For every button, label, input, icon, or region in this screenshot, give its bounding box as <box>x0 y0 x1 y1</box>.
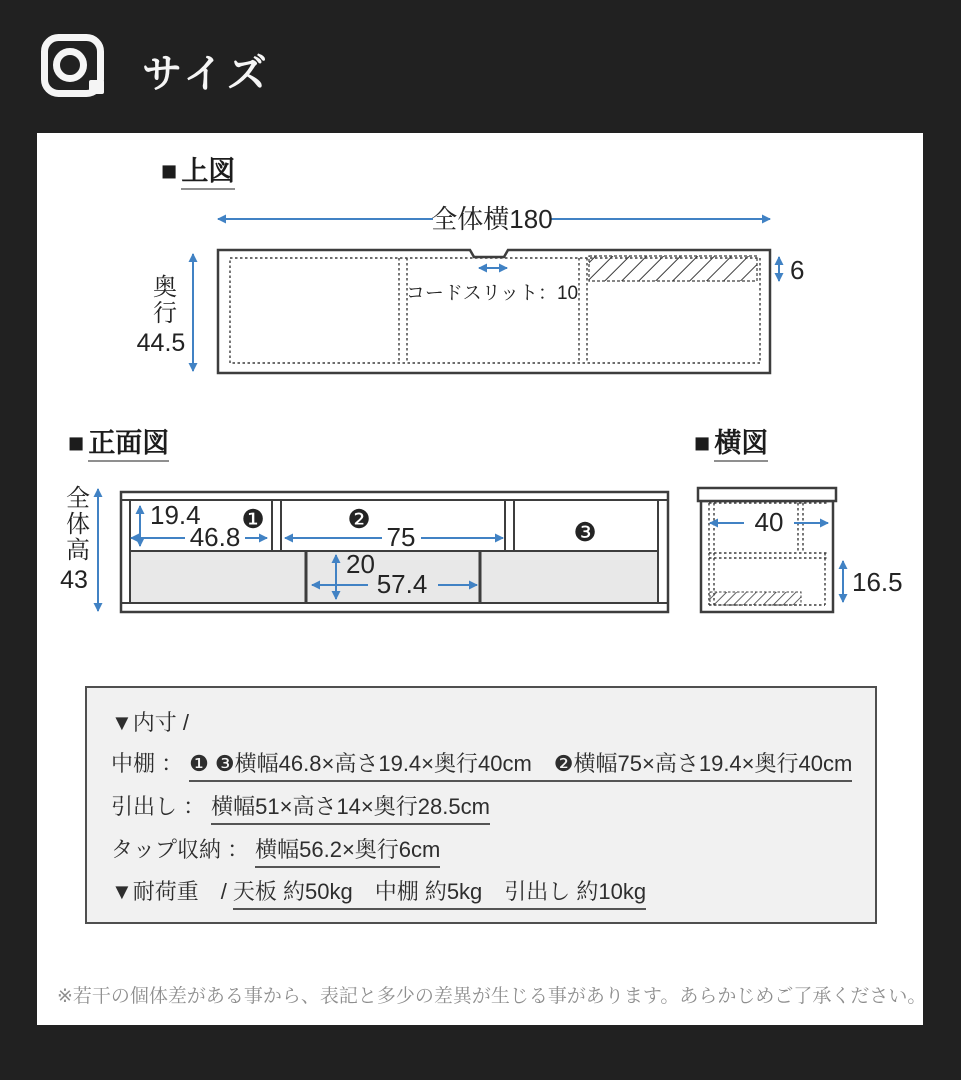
disclaimer-note: ※若干の個体差がある事から、表記と多少の差異が生じる事があります。あらかじめご了承ください。 <box>57 986 927 1007</box>
page-title: サイズ <box>142 52 271 96</box>
drawer-height-value: 20 <box>346 549 375 579</box>
front-view-height-label: 全体高 43 <box>60 485 89 594</box>
heading-square: ■ <box>694 428 711 458</box>
shelf-badge-3: ❸ <box>573 517 597 547</box>
top-view-depth-label: 奥行 44.5 <box>136 274 186 357</box>
heading-square: ■ <box>68 428 85 458</box>
front-view-drawing <box>50 460 700 630</box>
drawer-width-value: 57.4 <box>376 569 428 599</box>
inner-dimensions-box <box>85 686 877 924</box>
spec-drawer-row: 引出し ： 横幅51×高さ14×奥行28.5cm <box>111 790 490 821</box>
side-view-hatched-base <box>710 592 801 605</box>
cord-slit-label: コードスリット：10 <box>405 283 579 304</box>
side-depth-value: 40 <box>754 507 784 537</box>
overall-width-dimension <box>218 204 770 234</box>
spec-inner-title: ▼内寸 / <box>111 710 189 735</box>
shelf-badge-1: ❶ <box>241 504 265 534</box>
diagram-panel <box>37 133 927 1025</box>
side-view-drawing <box>680 460 925 630</box>
tap-depth-dimension <box>779 255 804 285</box>
side-view-heading: ■ 横図 <box>694 421 768 460</box>
top-view-heading: ■ 上図 <box>161 149 235 188</box>
overall-width-value: 全体横180 <box>431 204 553 234</box>
heading-square: ■ <box>161 156 178 186</box>
tape-measure-icon <box>40 33 106 99</box>
tap-storage-hatched-area <box>589 256 757 281</box>
spec-tap-row: タップ収納 ： 横幅56.2×奥行6cm <box>111 833 440 864</box>
tap-depth-value: 6 <box>790 255 805 285</box>
shelf2-width-value: 75 <box>386 522 416 552</box>
shelf-badge-2: ❷ <box>347 504 371 534</box>
front-view-heading: ■ 正面図 <box>68 421 169 460</box>
spec-shelf-row: 中棚 ： ❶ ❸横幅46.8×高さ19.4×奥行40cm ❷横幅75×高さ19.4×奥行40cm <box>111 747 852 778</box>
top-view-drawing <box>130 195 820 395</box>
shelf-height-value: 19.4 <box>150 500 201 530</box>
shelf1-width-value: 46.8 <box>189 522 241 552</box>
side-drawer-height-dimension <box>843 561 903 602</box>
side-drawer-height-value: 16.5 <box>852 567 903 597</box>
spec-load-row: ▼耐荷重 / 天板 約50kg 中棚 約5kg 引出し 約10kg <box>111 875 646 906</box>
